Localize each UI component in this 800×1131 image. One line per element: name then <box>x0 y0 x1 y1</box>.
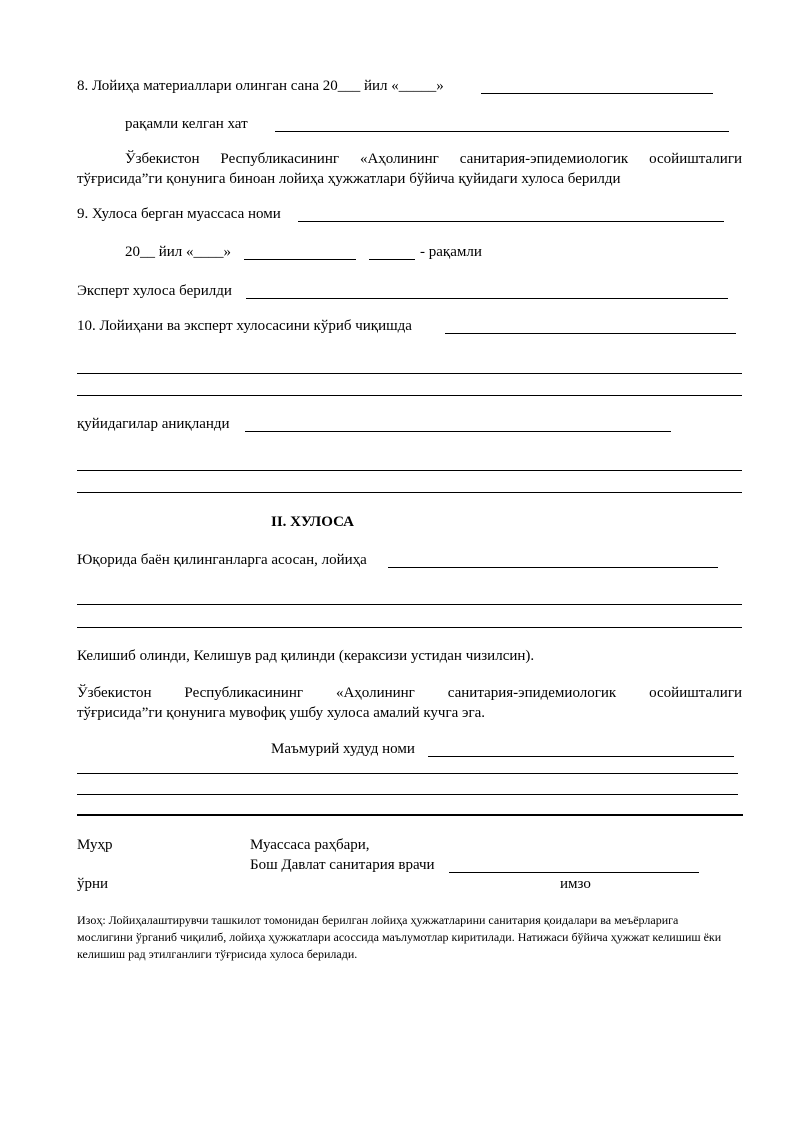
territory-label: Маъмурий худуд номи <box>271 741 415 757</box>
findings-field[interactable] <box>245 431 671 432</box>
project-line-2[interactable] <box>77 627 742 628</box>
territory-field[interactable] <box>428 756 734 757</box>
number-field[interactable] <box>369 259 415 260</box>
legal-line-1: Ўзбекистон Республикасининг «Аҳолининг санитария-эпидемиологик осойишталиги <box>77 685 742 701</box>
place-label: ўрни <box>77 876 109 892</box>
letter-field[interactable] <box>275 131 729 132</box>
intro-line-1: Ўзбекистон Республикасининг «Аҳолининг санитария-эпидемиологик осойишталиги <box>125 151 742 167</box>
review-line-2[interactable] <box>77 395 742 396</box>
section9-label: 9. Хулоса берган муассаса номи <box>77 206 281 222</box>
expert-field[interactable] <box>246 298 728 299</box>
institution-name-field[interactable] <box>298 221 724 222</box>
intro-line-2: тўғрисида”ги қонунига биноан лойиҳа ҳужжатлари бўйича қуйидаги хулоса берилди <box>77 171 621 187</box>
project-line-1[interactable] <box>77 604 742 605</box>
review-field[interactable] <box>445 333 736 334</box>
findings-label: қуйидагилар аниқланди <box>77 416 230 432</box>
footnote: Изоҳ: Лойиҳалаштирувчи ташкилот томонидан берилган лойиҳа ҳужжатларини санитария қоидалари ва меъёрларига мослигини ўрганиб чиқилиб, лойиҳа ҳужжатлари асоссида маълумотлар киритилади. Натижаси бўйича ҳужжат келишиш ёки келишиш рад этилганлиги тўғрисида хулоса берилади. <box>77 913 722 961</box>
seal-label: Муҳр <box>77 837 113 853</box>
findings-line-2[interactable] <box>77 492 742 493</box>
expert-label: Эксперт хулоса берилди <box>77 283 232 299</box>
section10-label: 10. Лойиҳани ва эксперт хулосасини кўриб чиқишда <box>77 318 412 334</box>
head-label: Муассаса раҳбари, <box>250 837 370 853</box>
signature-label: имзо <box>560 876 591 892</box>
receipt-date-field[interactable] <box>481 93 713 94</box>
date-prefix: 20__ йил «____» <box>125 244 232 260</box>
conclusion-heading: II. ХУЛОСА <box>271 514 354 530</box>
territory-line-1[interactable] <box>77 773 738 774</box>
letter-label: рақамли келган хат <box>125 116 248 132</box>
legal-line-2: тўғрисида”ги қонунига мувофиқ ушбу хулоса амалий кучга эга. <box>77 705 486 721</box>
project-field[interactable] <box>388 567 718 568</box>
territory-line-2[interactable] <box>77 794 738 795</box>
section8-label: 8. Лойиҳа материаллари олинган сана 20___ йил «_____» <box>77 78 444 94</box>
number-suffix: - рақамли <box>420 244 482 260</box>
signature-field[interactable] <box>449 872 699 873</box>
date-field[interactable] <box>244 259 356 260</box>
agreement-text: Келишиб олинди, Келишув рад қилинди (кераксизи устидан чизилсин). <box>77 648 535 664</box>
section-divider <box>77 814 743 816</box>
based-label: Юқорида баён қилинганларга асосан, лойиҳа <box>77 552 367 568</box>
doctor-label: Бош Давлат санитария врачи <box>250 857 435 873</box>
review-line-1[interactable] <box>77 373 742 374</box>
findings-line-1[interactable] <box>77 470 742 471</box>
